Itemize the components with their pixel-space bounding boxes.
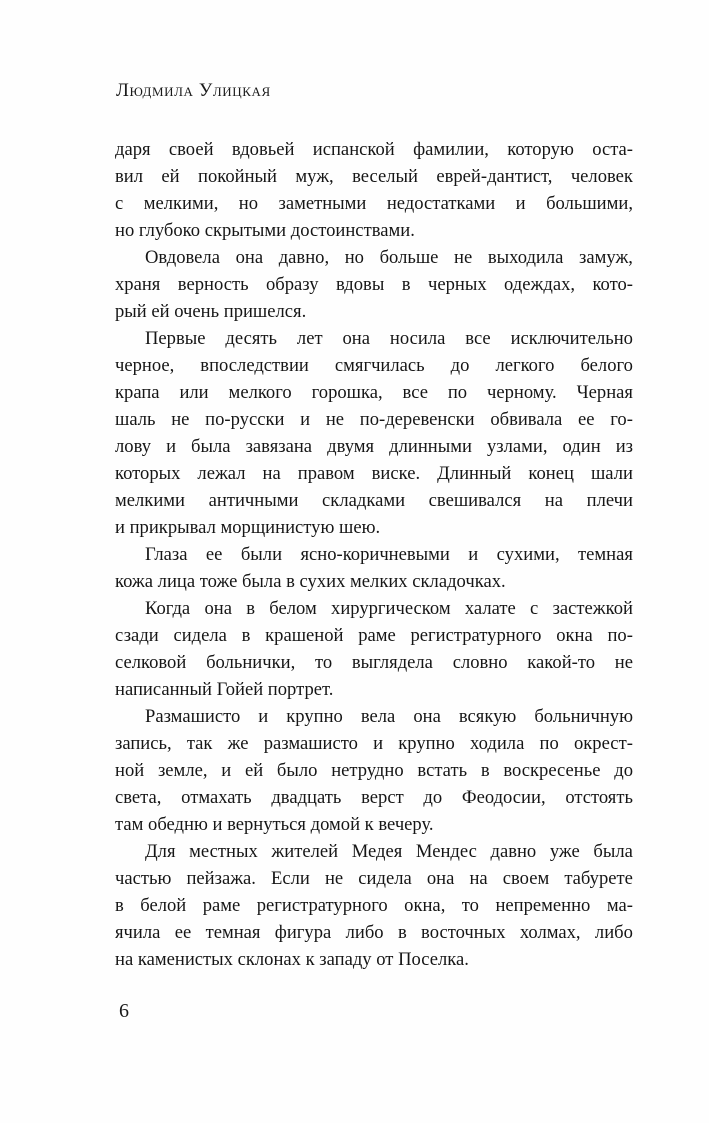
text-line: храня верность образу вдовы в черных одеждах, кото- [115,274,633,295]
text-line: ячила ее темная фигура либо в восточных холмах, либо [115,922,633,943]
paragraph [115,838,633,973]
page-number: 6 [119,1000,129,1022]
text-line: Для местных жителей Медея Мендес давно уже была [145,841,633,862]
text-line: даря своей вдовьей испанской фамилии, которую оста- [115,139,633,160]
text-line: света, отмахать двадцать верст до Феодосии, отстоять [115,787,633,808]
text-line: Овдовела она давно, но больше не выходила замуж, [145,247,633,268]
text-line: мелкими античными складками свешивался на плечи [115,490,633,511]
text-line: Размашисто и крупно вела она всякую больничную [145,706,633,727]
text-line: лову и была завязана двумя длинными узлами, один из [115,436,633,457]
text-line: частью пейзажа. Если не сидела она на своем табурете [115,868,633,889]
text-line: Когда она в белом хирургическом халате с застежкой [145,598,633,619]
running-header-author: Людмила Улицкая [116,80,271,101]
text-line: на каменистых склонах к западу от Поселка. [115,949,469,970]
paragraph [115,541,633,595]
text-line: шаль не по-русски и не по-деревенски обвивала ее го- [115,409,633,430]
paragraph [115,595,633,703]
text-line: и прикрывал морщинистую шею. [115,517,381,538]
text-line: рый ей очень пришелся. [115,301,307,322]
paragraph [115,703,633,838]
text-line: но глубоко скрытыми достоинствами. [115,220,415,241]
text-line: сзади сидела в крашеной раме регистратурного окна по- [115,625,633,646]
text-line: ной земле, и ей было нетрудно встать в воскресенье до [115,760,633,781]
text-line: в белой раме регистратурного окна, то непременно ма- [115,895,633,916]
text-line: с мелкими, но заметными недостатками и большими, [115,193,633,214]
text-line: черное, впоследствии смягчилась до легкого белого [115,355,633,376]
text-line: крапа или мелкого горошка, все по черному. Черная [115,382,633,403]
paragraph [115,136,633,244]
text-line: там обедню и вернуться домой к вечеру. [115,814,434,835]
text-line: Глаза ее были ясно-коричневыми и сухими, темная [145,544,633,565]
text-line: Первые десять лет она носила все исключительно [145,328,633,349]
paragraph [115,325,633,541]
text-line: запись, так же размашисто и крупно ходила по окрест- [115,733,633,754]
body-text [115,136,633,973]
text-line: вил ей покойный муж, веселый еврей-дантист, человек [115,166,633,187]
paragraph [115,244,633,325]
text-line: написанный Гойей портрет. [115,679,334,700]
text-line: которых лежал на правом виске. Длинный конец шали [115,463,633,484]
text-line: кожа лица тоже была в сухих мелких складочках. [115,571,506,592]
text-line: селковой больнички, то выглядела словно какой-то не [115,652,633,673]
